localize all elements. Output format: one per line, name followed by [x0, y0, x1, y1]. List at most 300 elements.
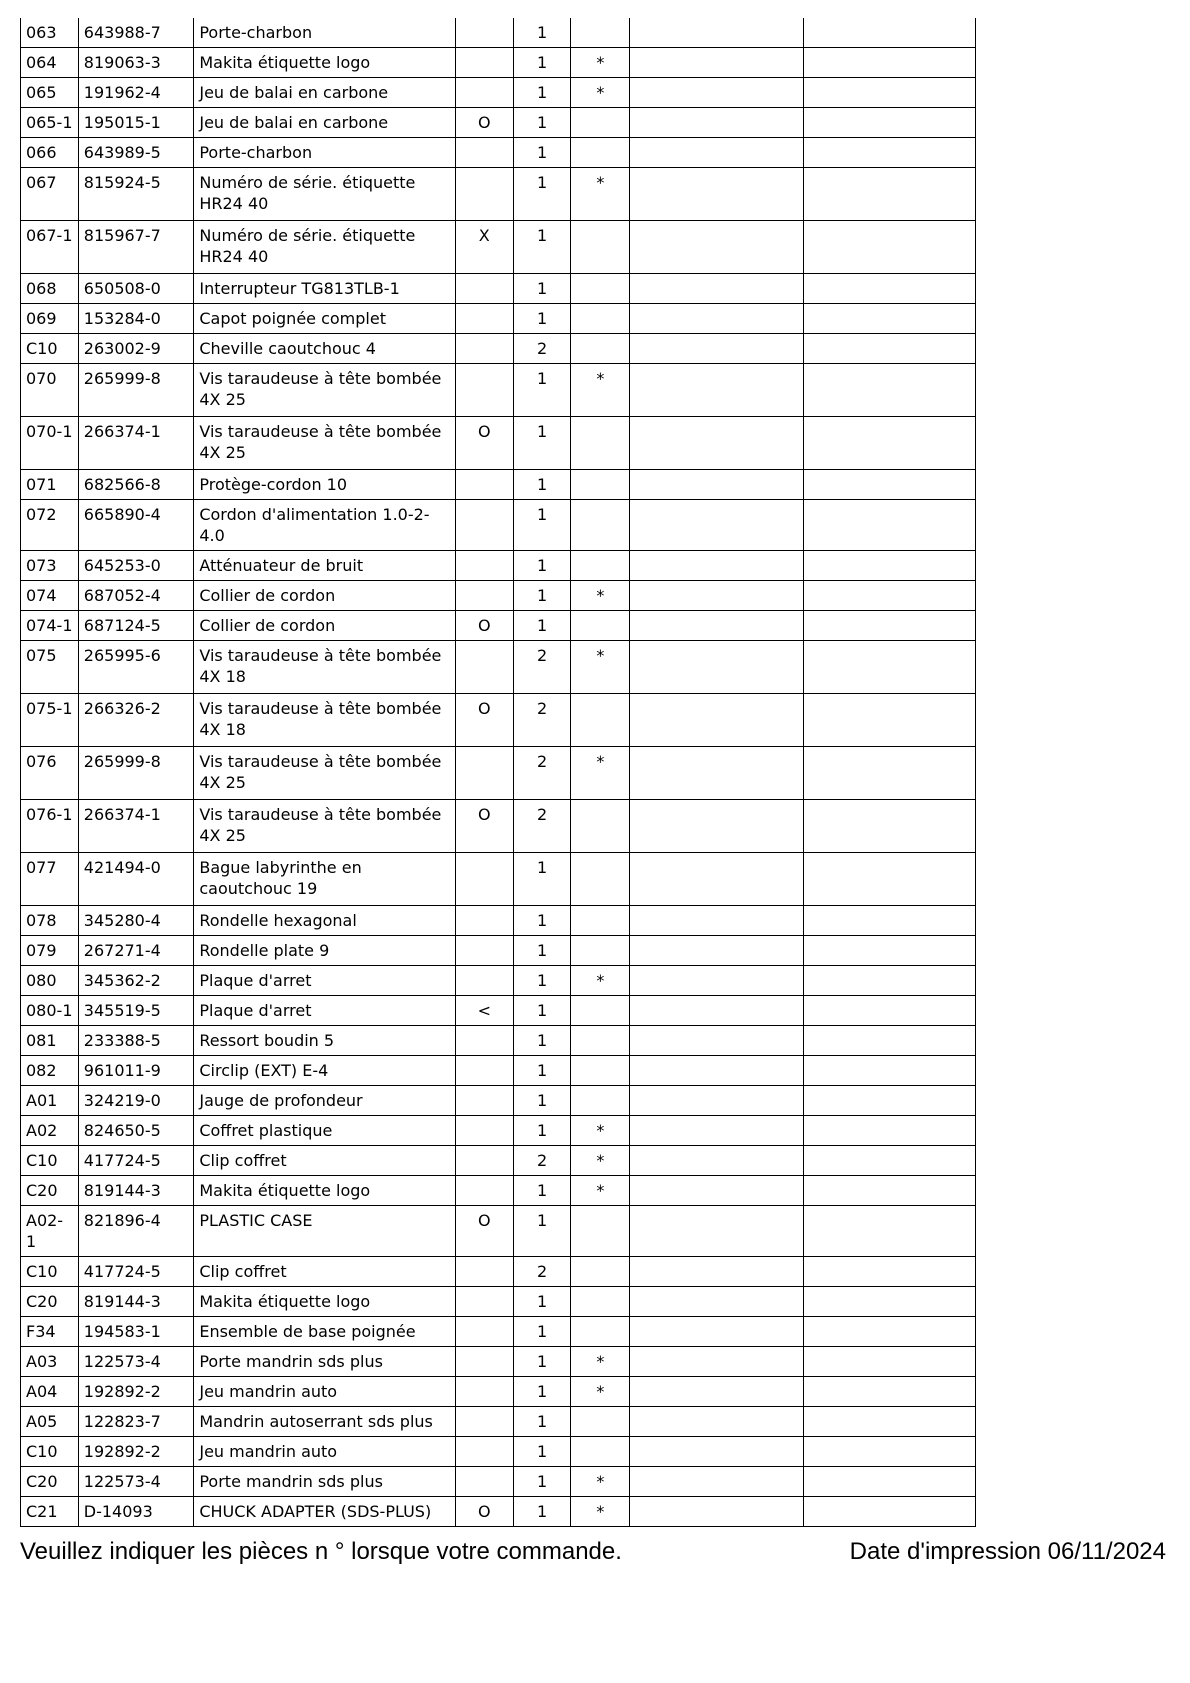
asterisk-cell — [571, 936, 630, 966]
asterisk-cell — [571, 1056, 630, 1086]
table-row — [21, 1287, 976, 1317]
marker-cell: O — [455, 611, 513, 641]
asterisk-cell — [571, 221, 630, 274]
quantity-cell: 2 — [513, 1146, 571, 1176]
quantity-cell: 1 — [513, 1347, 571, 1377]
empty-cell — [630, 1287, 803, 1317]
empty-cell — [803, 906, 975, 936]
part-number-cell: 063 — [21, 18, 79, 48]
empty-cell — [630, 966, 803, 996]
empty-cell — [630, 1176, 803, 1206]
part-number-cell: 076 — [21, 747, 79, 800]
description-cell: Bague labyrinthe en caoutchouc 19 — [194, 853, 456, 906]
empty-cell — [803, 108, 975, 138]
empty-cell — [803, 78, 975, 108]
empty-cell — [630, 800, 803, 853]
marker-cell: X — [455, 221, 513, 274]
reference-cell: 687124-5 — [78, 611, 194, 641]
reference-cell: 821896-4 — [78, 1206, 194, 1257]
empty-cell — [630, 611, 803, 641]
quantity-cell: 1 — [513, 364, 571, 417]
quantity-cell: 1 — [513, 500, 571, 551]
empty-cell — [803, 551, 975, 581]
marker-cell — [455, 334, 513, 364]
description-cell: Vis taraudeuse à tête bombée 4X 25 — [194, 417, 456, 470]
asterisk-cell — [571, 1287, 630, 1317]
table-row — [21, 747, 976, 800]
table-row — [21, 966, 976, 996]
asterisk-cell — [571, 304, 630, 334]
part-number-cell: C10 — [21, 1146, 79, 1176]
asterisk-cell — [571, 1257, 630, 1287]
description-cell: Coffret plastique — [194, 1116, 456, 1146]
marker-cell — [455, 1026, 513, 1056]
footer-print-date: Date d'impression 06/11/2024 — [849, 1538, 1166, 1565]
description-cell: Makita étiquette logo — [194, 1287, 456, 1317]
description-cell: Vis taraudeuse à tête bombée 4X 25 — [194, 747, 456, 800]
reference-cell: 815967-7 — [78, 221, 194, 274]
empty-cell — [803, 853, 975, 906]
quantity-cell: 1 — [513, 168, 571, 221]
asterisk-cell — [571, 1437, 630, 1467]
reference-cell: 267271-4 — [78, 936, 194, 966]
empty-cell — [803, 1407, 975, 1437]
marker-cell: O — [455, 1206, 513, 1257]
asterisk-cell: * — [571, 48, 630, 78]
empty-cell — [803, 500, 975, 551]
description-cell: Rondelle hexagonal — [194, 906, 456, 936]
part-number-cell: C20 — [21, 1467, 79, 1497]
asterisk-cell: * — [571, 78, 630, 108]
asterisk-cell: * — [571, 1377, 630, 1407]
empty-cell — [630, 906, 803, 936]
reference-cell: 665890-4 — [78, 500, 194, 551]
reference-cell: 961011-9 — [78, 1056, 194, 1086]
marker-cell — [455, 1176, 513, 1206]
reference-cell: 265999-8 — [78, 364, 194, 417]
marker-cell — [455, 581, 513, 611]
marker-cell — [455, 1116, 513, 1146]
part-number-cell: A01 — [21, 1086, 79, 1116]
part-number-cell: 067 — [21, 168, 79, 221]
marker-cell — [455, 551, 513, 581]
quantity-cell: 1 — [513, 274, 571, 304]
reference-cell: 122573-4 — [78, 1347, 194, 1377]
asterisk-cell: * — [571, 1146, 630, 1176]
table-row — [21, 364, 976, 417]
empty-cell — [803, 1086, 975, 1116]
table-row — [21, 417, 976, 470]
quantity-cell: 2 — [513, 641, 571, 694]
empty-cell — [630, 500, 803, 551]
asterisk-cell — [571, 800, 630, 853]
table-row — [21, 500, 976, 551]
marker-cell — [455, 48, 513, 78]
reference-cell: 819144-3 — [78, 1287, 194, 1317]
part-number-cell: 069 — [21, 304, 79, 334]
asterisk-cell — [571, 274, 630, 304]
empty-cell — [630, 417, 803, 470]
marker-cell — [455, 747, 513, 800]
description-cell: Jauge de profondeur — [194, 1086, 456, 1116]
description-cell: Makita étiquette logo — [194, 1176, 456, 1206]
table-row — [21, 551, 976, 581]
marker-cell — [455, 641, 513, 694]
empty-cell — [803, 936, 975, 966]
table-row — [21, 168, 976, 221]
marker-cell: < — [455, 996, 513, 1026]
asterisk-cell — [571, 1026, 630, 1056]
empty-cell — [630, 581, 803, 611]
empty-cell — [803, 1377, 975, 1407]
asterisk-cell — [571, 138, 630, 168]
marker-cell: O — [455, 800, 513, 853]
empty-cell — [630, 304, 803, 334]
asterisk-cell — [571, 906, 630, 936]
asterisk-cell — [571, 417, 630, 470]
description-cell: Atténuateur de bruit — [194, 551, 456, 581]
asterisk-cell: * — [571, 641, 630, 694]
quantity-cell: 1 — [513, 78, 571, 108]
empty-cell — [803, 1116, 975, 1146]
table-row — [21, 1497, 976, 1527]
part-number-cell: 073 — [21, 551, 79, 581]
reference-cell: 192892-2 — [78, 1377, 194, 1407]
reference-cell: 417724-5 — [78, 1257, 194, 1287]
quantity-cell: 1 — [513, 1206, 571, 1257]
empty-cell — [630, 1497, 803, 1527]
empty-cell — [630, 274, 803, 304]
marker-cell: O — [455, 108, 513, 138]
description-cell: Vis taraudeuse à tête bombée 4X 18 — [194, 694, 456, 747]
marker-cell — [455, 1086, 513, 1116]
marker-cell — [455, 1257, 513, 1287]
table-row — [21, 581, 976, 611]
asterisk-cell: * — [571, 1116, 630, 1146]
empty-cell — [630, 1317, 803, 1347]
empty-cell — [803, 364, 975, 417]
table-row — [21, 1257, 976, 1287]
reference-cell: 682566-8 — [78, 470, 194, 500]
marker-cell — [455, 1437, 513, 1467]
quantity-cell: 1 — [513, 1056, 571, 1086]
quantity-cell: 1 — [513, 1377, 571, 1407]
description-cell: Jeu mandrin auto — [194, 1437, 456, 1467]
empty-cell — [803, 168, 975, 221]
marker-cell — [455, 304, 513, 334]
asterisk-cell: * — [571, 747, 630, 800]
marker-cell: O — [455, 1497, 513, 1527]
quantity-cell: 1 — [513, 996, 571, 1026]
reference-cell: 819144-3 — [78, 1176, 194, 1206]
empty-cell — [630, 1026, 803, 1056]
marker-cell — [455, 274, 513, 304]
marker-cell — [455, 906, 513, 936]
asterisk-cell: * — [571, 1176, 630, 1206]
marker-cell — [455, 1287, 513, 1317]
marker-cell — [455, 853, 513, 906]
empty-cell — [803, 581, 975, 611]
table-row — [21, 334, 976, 364]
marker-cell — [455, 18, 513, 48]
table-row — [21, 936, 976, 966]
table-row — [21, 48, 976, 78]
table-row — [21, 1026, 976, 1056]
description-cell: Numéro de série. étiquette HR24 40 — [194, 221, 456, 274]
part-number-cell: 080-1 — [21, 996, 79, 1026]
empty-cell — [630, 1467, 803, 1497]
empty-cell — [803, 1287, 975, 1317]
table-row — [21, 853, 976, 906]
empty-cell — [803, 1497, 975, 1527]
part-number-cell: A05 — [21, 1407, 79, 1437]
table-row — [21, 1056, 976, 1086]
reference-cell: 324219-0 — [78, 1086, 194, 1116]
part-number-cell: 065-1 — [21, 108, 79, 138]
empty-cell — [630, 334, 803, 364]
marker-cell — [455, 500, 513, 551]
part-number-cell: A02 — [21, 1116, 79, 1146]
reference-cell: 122823-7 — [78, 1407, 194, 1437]
quantity-cell: 1 — [513, 221, 571, 274]
table-row — [21, 1176, 976, 1206]
reference-cell: 266374-1 — [78, 800, 194, 853]
marker-cell — [455, 1056, 513, 1086]
table-row — [21, 1317, 976, 1347]
reference-cell: 122573-4 — [78, 1467, 194, 1497]
quantity-cell: 2 — [513, 800, 571, 853]
asterisk-cell: * — [571, 966, 630, 996]
table-row — [21, 108, 976, 138]
empty-cell — [803, 1257, 975, 1287]
empty-cell — [803, 221, 975, 274]
quantity-cell: 1 — [513, 470, 571, 500]
asterisk-cell — [571, 1086, 630, 1116]
part-number-cell: 075-1 — [21, 694, 79, 747]
quantity-cell: 1 — [513, 304, 571, 334]
empty-cell — [803, 966, 975, 996]
reference-cell: 266326-2 — [78, 694, 194, 747]
description-cell: Porte mandrin sds plus — [194, 1347, 456, 1377]
reference-cell: 645253-0 — [78, 551, 194, 581]
description-cell: Protège-cordon 10 — [194, 470, 456, 500]
table-row — [21, 1467, 976, 1497]
description-cell: Capot poignée complet — [194, 304, 456, 334]
marker-cell — [455, 364, 513, 417]
quantity-cell: 1 — [513, 1086, 571, 1116]
asterisk-cell — [571, 853, 630, 906]
asterisk-cell — [571, 996, 630, 1026]
part-number-cell: 077 — [21, 853, 79, 906]
empty-cell — [803, 641, 975, 694]
part-number-cell: 076-1 — [21, 800, 79, 853]
quantity-cell: 2 — [513, 334, 571, 364]
empty-cell — [630, 853, 803, 906]
empty-cell — [630, 1206, 803, 1257]
table-row — [21, 138, 976, 168]
table-row — [21, 274, 976, 304]
description-cell: Makita étiquette logo — [194, 48, 456, 78]
description-cell: PLASTIC CASE — [194, 1206, 456, 1257]
quantity-cell: 1 — [513, 551, 571, 581]
empty-cell — [630, 108, 803, 138]
reference-cell: 233388-5 — [78, 1026, 194, 1056]
table-row — [21, 906, 976, 936]
empty-cell — [630, 996, 803, 1026]
empty-cell — [803, 1026, 975, 1056]
part-number-cell: A04 — [21, 1377, 79, 1407]
part-number-cell: C10 — [21, 1257, 79, 1287]
empty-cell — [803, 48, 975, 78]
empty-cell — [803, 996, 975, 1026]
quantity-cell: 1 — [513, 611, 571, 641]
empty-cell — [630, 641, 803, 694]
empty-cell — [803, 1347, 975, 1377]
reference-cell: 819063-3 — [78, 48, 194, 78]
reference-cell: 421494-0 — [78, 853, 194, 906]
empty-cell — [803, 1176, 975, 1206]
quantity-cell: 1 — [513, 906, 571, 936]
description-cell: Collier de cordon — [194, 611, 456, 641]
part-number-cell: A03 — [21, 1347, 79, 1377]
asterisk-cell — [571, 551, 630, 581]
asterisk-cell — [571, 694, 630, 747]
part-number-cell: 072 — [21, 500, 79, 551]
table-row — [21, 641, 976, 694]
empty-cell — [803, 1146, 975, 1176]
parts-table — [20, 18, 976, 1527]
empty-cell — [630, 78, 803, 108]
part-number-cell: 066 — [21, 138, 79, 168]
empty-cell — [803, 334, 975, 364]
part-number-cell: C10 — [21, 1437, 79, 1467]
description-cell: Vis taraudeuse à tête bombée 4X 25 — [194, 800, 456, 853]
marker-cell — [455, 470, 513, 500]
asterisk-cell: * — [571, 581, 630, 611]
reference-cell: 815924-5 — [78, 168, 194, 221]
part-number-cell: C21 — [21, 1497, 79, 1527]
footer-order-note: Veuillez indiquer les pièces n ° lorsque votre commande. — [20, 1538, 622, 1565]
table-row — [21, 470, 976, 500]
reference-cell: 687052-4 — [78, 581, 194, 611]
description-cell: Vis taraudeuse à tête bombée 4X 25 — [194, 364, 456, 417]
description-cell: Jeu de balai en carbone — [194, 78, 456, 108]
part-number-cell: 070-1 — [21, 417, 79, 470]
table-row — [21, 1086, 976, 1116]
table-row — [21, 221, 976, 274]
empty-cell — [630, 936, 803, 966]
marker-cell: O — [455, 417, 513, 470]
part-number-cell: 082 — [21, 1056, 79, 1086]
reference-cell: 263002-9 — [78, 334, 194, 364]
description-cell: Jeu de balai en carbone — [194, 108, 456, 138]
quantity-cell: 1 — [513, 1317, 571, 1347]
reference-cell: 265999-8 — [78, 747, 194, 800]
part-number-cell: 074 — [21, 581, 79, 611]
part-number-cell: 080 — [21, 966, 79, 996]
marker-cell — [455, 1377, 513, 1407]
reference-cell: 824650-5 — [78, 1116, 194, 1146]
quantity-cell: 1 — [513, 1116, 571, 1146]
reference-cell: 195015-1 — [78, 108, 194, 138]
marker-cell — [455, 936, 513, 966]
description-cell: Cordon d'alimentation 1.0-2-4.0 — [194, 500, 456, 551]
empty-cell — [630, 1116, 803, 1146]
part-number-cell: C10 — [21, 334, 79, 364]
reference-cell: 192892-2 — [78, 1437, 194, 1467]
description-cell: Ressort boudin 5 — [194, 1026, 456, 1056]
empty-cell — [630, 18, 803, 48]
asterisk-cell — [571, 470, 630, 500]
quantity-cell: 1 — [513, 1467, 571, 1497]
asterisk-cell — [571, 334, 630, 364]
empty-cell — [630, 168, 803, 221]
empty-cell — [803, 747, 975, 800]
empty-cell — [803, 18, 975, 48]
empty-cell — [803, 304, 975, 334]
reference-cell: D-14093 — [78, 1497, 194, 1527]
quantity-cell: 1 — [513, 48, 571, 78]
table-row — [21, 1347, 976, 1377]
empty-cell — [803, 274, 975, 304]
reference-cell: 266374-1 — [78, 417, 194, 470]
marker-cell — [455, 1467, 513, 1497]
table-row — [21, 304, 976, 334]
part-number-cell: C20 — [21, 1176, 79, 1206]
table-row — [21, 18, 976, 48]
marker-cell — [455, 966, 513, 996]
reference-cell: 345519-5 — [78, 996, 194, 1026]
quantity-cell: 2 — [513, 694, 571, 747]
part-number-cell: 079 — [21, 936, 79, 966]
empty-cell — [630, 694, 803, 747]
quantity-cell: 1 — [513, 108, 571, 138]
marker-cell: O — [455, 694, 513, 747]
reference-cell: 345280-4 — [78, 906, 194, 936]
table-row — [21, 996, 976, 1026]
empty-cell — [630, 48, 803, 78]
asterisk-cell: * — [571, 168, 630, 221]
table-row — [21, 78, 976, 108]
empty-cell — [803, 1206, 975, 1257]
asterisk-cell — [571, 1317, 630, 1347]
asterisk-cell: * — [571, 1347, 630, 1377]
part-number-cell: 081 — [21, 1026, 79, 1056]
part-number-cell: 075 — [21, 641, 79, 694]
asterisk-cell — [571, 1206, 630, 1257]
description-cell: Clip coffret — [194, 1257, 456, 1287]
empty-cell — [803, 694, 975, 747]
description-cell: CHUCK ADAPTER (SDS-PLUS) — [194, 1497, 456, 1527]
description-cell: Mandrin autoserrant sds plus — [194, 1407, 456, 1437]
empty-cell — [803, 470, 975, 500]
empty-cell — [630, 221, 803, 274]
table-row — [21, 1407, 976, 1437]
empty-cell — [630, 1257, 803, 1287]
description-cell: Jeu mandrin auto — [194, 1377, 456, 1407]
empty-cell — [630, 470, 803, 500]
table-row — [21, 694, 976, 747]
empty-cell — [630, 551, 803, 581]
asterisk-cell: * — [571, 364, 630, 417]
part-number-cell: 074-1 — [21, 611, 79, 641]
marker-cell — [455, 1407, 513, 1437]
quantity-cell: 1 — [513, 966, 571, 996]
part-number-cell: 064 — [21, 48, 79, 78]
empty-cell — [803, 1056, 975, 1086]
part-number-cell: 065 — [21, 78, 79, 108]
empty-cell — [803, 1317, 975, 1347]
